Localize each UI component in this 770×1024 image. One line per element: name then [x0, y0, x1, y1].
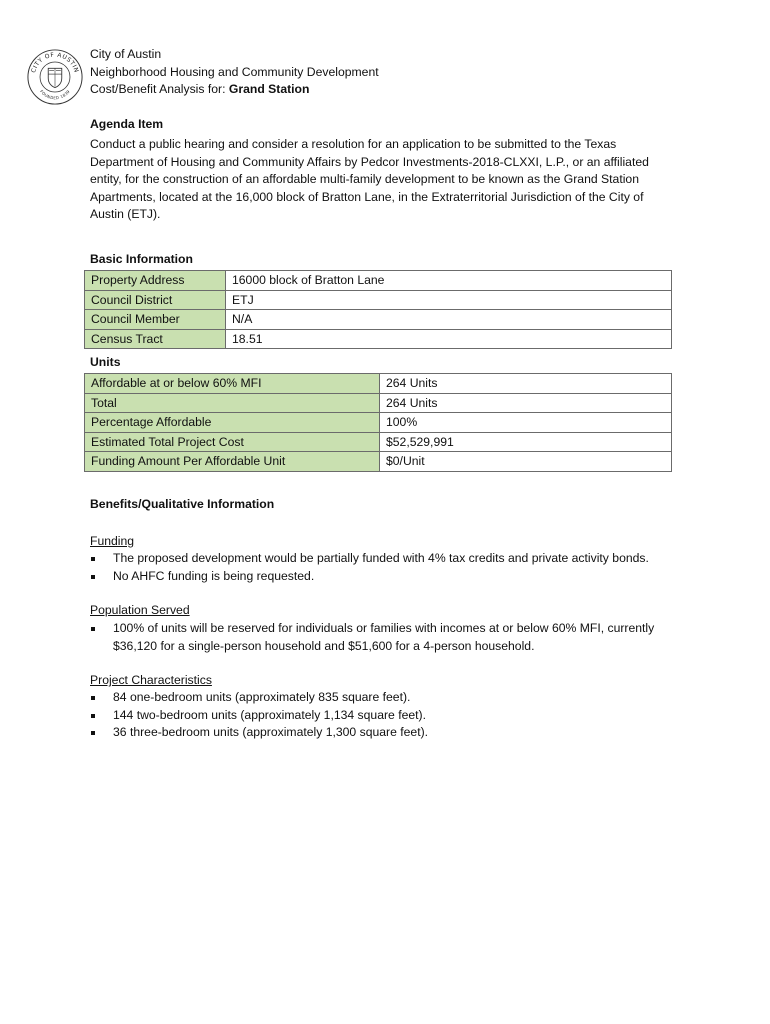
table-row [85, 452, 672, 472]
funding-subheading: Funding [90, 534, 135, 548]
table-row [85, 374, 672, 394]
table-value-cell: 264 Units [380, 374, 672, 394]
agenda-line: Apartments, located at the 16,000 block of Bratton Lane, in the Extraterritorial Jurisdiction of the City of [90, 189, 644, 204]
units-heading: Units [90, 355, 121, 369]
header-project-name: Grand Station [228, 82, 310, 96]
table-label-cell: Property Address [85, 271, 226, 291]
table-label-cell: Council District [85, 290, 226, 310]
basic-info-heading: Basic Information [90, 252, 193, 266]
table-row [85, 432, 672, 452]
list-item: 84 one-bedroom units (approximately 835 square feet). [90, 689, 690, 707]
table-row [85, 290, 672, 310]
table-value-cell: 16000 block of Bratton Lane [226, 271, 672, 291]
table-label-cell: Census Tract [85, 329, 226, 349]
table-value-cell: $0/Unit [380, 452, 672, 472]
characteristics-subheading: Project Characteristics [90, 673, 212, 687]
funding-list [90, 550, 690, 585]
population-list [90, 620, 690, 655]
table-value-cell: ETJ [226, 290, 672, 310]
agenda-paragraph [90, 136, 690, 224]
table-label-cell: Affordable at or below 60% MFI [85, 374, 380, 394]
characteristics-list [90, 689, 690, 742]
agenda-line: Conduct a public hearing and consider a resolution for an application to be submitted to the Texas [90, 137, 617, 151]
table-label-cell: Total [85, 393, 380, 413]
header-organization: City of Austin [90, 47, 162, 61]
table-row [85, 393, 672, 413]
header-analysis-title [90, 81, 379, 99]
table-value-cell: 264 Units [380, 393, 672, 413]
svg-text:FOUNDED 1839: FOUNDED 1839 [39, 88, 71, 101]
table-label-cell: Funding Amount Per Affordable Unit [85, 452, 380, 472]
agenda-line: entity, for the construction of an affordable multi-family development to be known as the Grand Station [90, 172, 639, 186]
header-analysis-prefix: Cost/Benefit Analysis for: [90, 82, 229, 96]
table-row [85, 329, 672, 349]
city-seal-logo [26, 48, 84, 106]
list-item: 100% of units will be reserved for individuals or families with incomes at or below 60% MFI, currently $36,120 for a single-person household and $51,600 for a 4-person household. [90, 620, 690, 655]
header-department: Neighborhood Housing and Community Development [90, 64, 379, 79]
list-item: No AHFC funding is being requested. [90, 568, 690, 586]
svg-text:CITY OF AUSTIN: CITY OF AUSTIN [30, 51, 80, 74]
table-value-cell: 100% [380, 413, 672, 433]
agenda-line: Austin (ETJ). [90, 207, 161, 221]
table-value-cell: $52,529,991 [380, 432, 672, 452]
list-item: The proposed development would be partially funded with 4% tax credits and private activity bonds. [90, 550, 690, 568]
table-row [85, 271, 672, 291]
table-row [85, 310, 672, 330]
population-subheading: Population Served [90, 603, 190, 617]
document-header [90, 46, 379, 99]
benefits-heading: Benefits/Qualitative Information [90, 497, 275, 511]
table-value-cell: N/A [226, 310, 672, 330]
agenda-heading: Agenda Item [90, 117, 164, 131]
table-row [85, 413, 672, 433]
units-table [84, 373, 672, 472]
table-value-cell: 18.51 [226, 329, 672, 349]
agenda-line: Department of Housing and Community Affairs by Pedcor Investments-2018-CLXXI, L.P., or an affiliated [90, 154, 649, 169]
list-item: 144 two-bedroom units (approximately 1,134 square feet). [90, 707, 690, 725]
table-label-cell: Council Member [85, 310, 226, 330]
table-label-cell: Percentage Affordable [85, 413, 380, 433]
table-label-cell: Estimated Total Project Cost [85, 432, 380, 452]
list-item: 36 three-bedroom units (approximately 1,300 square feet). [90, 724, 690, 742]
basic-info-table [84, 270, 672, 349]
